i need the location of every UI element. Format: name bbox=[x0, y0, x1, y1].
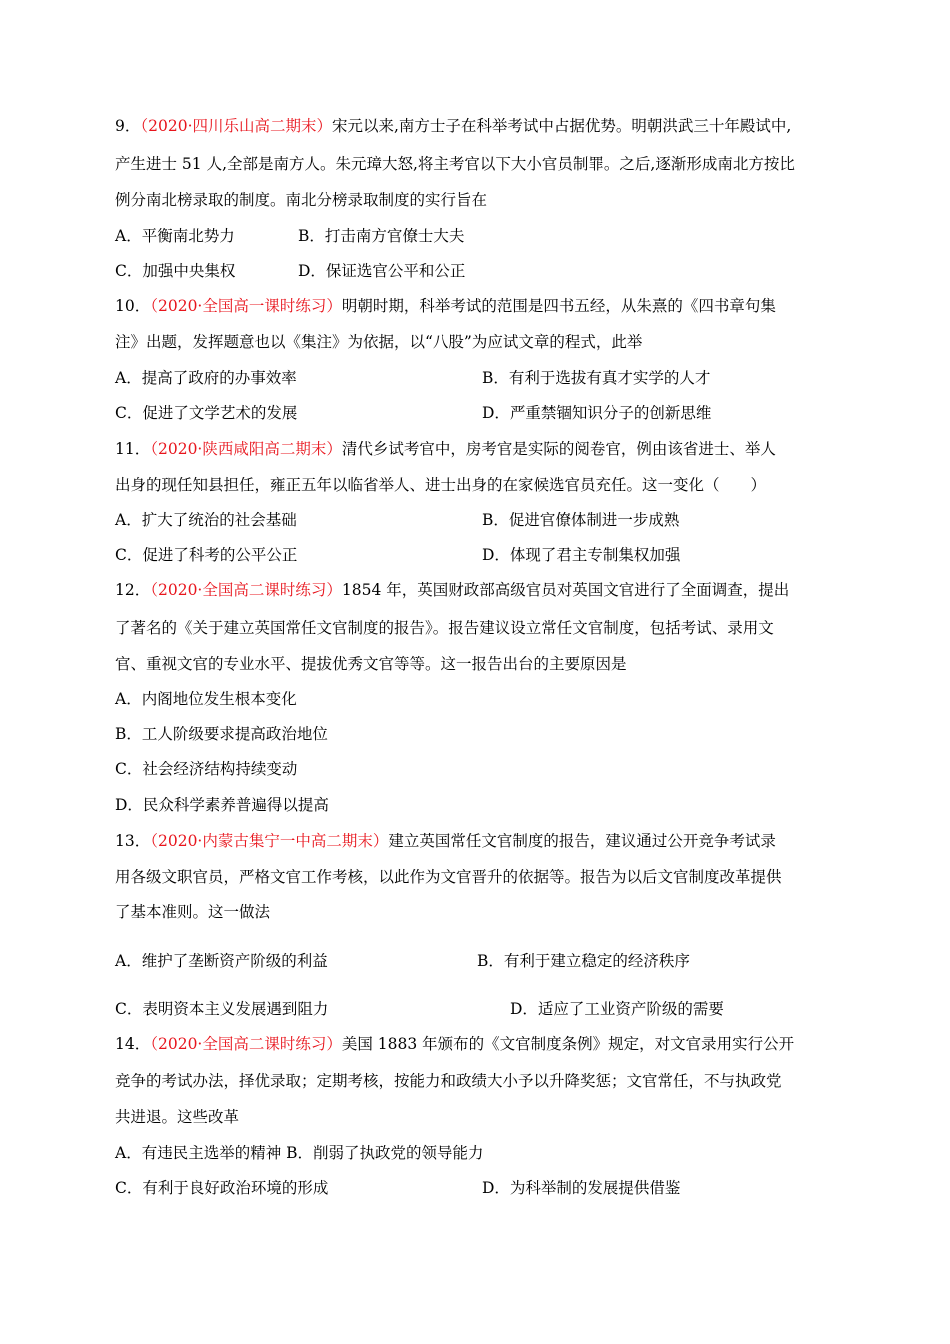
option-a: A．内阁地位发生根本变化 bbox=[115, 690, 297, 708]
question-number: 12． bbox=[115, 581, 151, 599]
question-text: 清代乡试考官中，房考官是实际的阅卷官，例由该省进士、举人 bbox=[341, 440, 776, 458]
question-stem-line bbox=[115, 295, 776, 317]
question-source: （2020·全国高一课时练习） bbox=[150, 297, 342, 315]
option-a: A．平衡南北势力 bbox=[115, 227, 235, 245]
option-c: C．表明资本主义发展遇到阻力 bbox=[115, 1000, 329, 1018]
option-c: C．社会经济结构持续变动 bbox=[115, 760, 298, 778]
option-d: D．为科举制的发展提供借鉴 bbox=[482, 1179, 681, 1197]
question-stem-line: 出身的现任知县担任，雍正五年以临省举人、进士出身的在家候选官员充任。这一变化（ ） bbox=[115, 476, 767, 494]
question-number: 9． bbox=[115, 117, 141, 135]
option-b: B．工人阶级要求提高政治地位 bbox=[115, 725, 328, 743]
question-stem-line: 了基本准则。这一做法 bbox=[115, 903, 271, 921]
question-stem-line: 官、重视文官的专业水平、提拔优秀文官等等。这一报告出台的主要原因是 bbox=[115, 655, 627, 673]
option-d: D．适应了工业资产阶级的需要 bbox=[510, 1000, 724, 1018]
question-stem-line: 产生进士 51 人,全部是南方人。朱元璋大怒,将主考官以下大小官员制罪。之后,逐渐形成南北方按比 bbox=[115, 155, 795, 173]
question-text: 美国 1883 年颁布的《文官制度条例》规定，对文官录用实行公开 bbox=[341, 1035, 795, 1053]
question-source: （2020·全国高二课时练习） bbox=[150, 1035, 342, 1053]
question-stem-line bbox=[115, 1033, 794, 1055]
option-c: C．促进了科考的公平公正 bbox=[115, 546, 298, 564]
option-c: C．有利于良好政治环境的形成 bbox=[115, 1179, 329, 1197]
question-stem-line: 共进退。这些改革 bbox=[115, 1108, 240, 1126]
question-number: 14． bbox=[115, 1035, 151, 1053]
question-stem-line: 竞争的考试办法，择优录取；定期考核，按能力和政绩大小予以升降奖惩；文官常任，不与执政党 bbox=[115, 1072, 782, 1090]
question-stem-line: 注》出题，发挥题意也以《集注》为依据，以“八股”为应试文章的程式，此举 bbox=[115, 333, 643, 351]
question-number: 13． bbox=[115, 832, 151, 850]
option-b: B．有利于建立稳定的经济秩序 bbox=[477, 952, 690, 970]
question-source: （2020·内蒙古集宁一中高二期末） bbox=[150, 832, 389, 850]
question-source: （2020·全国高二课时练习） bbox=[150, 581, 342, 599]
question-number: 11． bbox=[115, 440, 151, 458]
question-source: （2020·陕西咸阳高二期末） bbox=[150, 440, 342, 458]
option-c: C．促进了文学艺术的发展 bbox=[115, 404, 298, 422]
question-stem-line: 了著名的《关于建立英国常任文官制度的报告》。报告建议设立常任文官制度，包括考试、录用文 bbox=[115, 619, 774, 637]
option-a: A．提高了政府的办事效率 bbox=[115, 369, 297, 387]
question-stem-line bbox=[115, 115, 791, 137]
option-b: B．促进官僚体制进一步成熟 bbox=[482, 511, 680, 529]
question-stem-line: 用各级文职官员，严格文官工作考核，以此作为文官晋升的依据等。报告为以后文官制度改革提供 bbox=[115, 868, 782, 886]
question-text: 明朝时期，科举考试的范围是四书五经，从朱熹的《四书章句集 bbox=[341, 297, 776, 315]
question-stem-line bbox=[115, 830, 776, 852]
option-d: D．保证选官公平和公正 bbox=[298, 262, 466, 280]
question-stem-line: 例分南北榜录取的制度。南北分榜录取制度的实行旨在 bbox=[115, 191, 488, 209]
option-b: B．有利于选拔有真才实学的人才 bbox=[482, 369, 711, 387]
option-d: D．严重禁锢知识分子的创新思维 bbox=[482, 404, 712, 422]
question-source: （2020·四川乐山高二期末） bbox=[140, 117, 332, 135]
question-text: 宋元以来,南方士子在科举考试中占据优势。明朝洪武三十年殿试中, bbox=[332, 117, 792, 135]
question-stem-line bbox=[115, 579, 789, 601]
question-text: 1854 年，英国财政部高级官员对英国文官进行了全面调查，提出 bbox=[341, 581, 790, 599]
option-a: A．维护了垄断资产阶级的利益 bbox=[115, 952, 328, 970]
option-b: B．打击南方官僚士大夫 bbox=[298, 227, 465, 245]
option-d: D．民众科学素养普遍得以提高 bbox=[115, 796, 329, 814]
option-a-b: A．有违民主选举的精神 B．削弱了执政党的领导能力 bbox=[115, 1144, 484, 1162]
question-number: 10． bbox=[115, 297, 151, 315]
option-a: A．扩大了统治的社会基础 bbox=[115, 511, 297, 529]
option-c: C．加强中央集权 bbox=[115, 262, 236, 280]
question-text: 建立英国常任文官制度的报告，建议通过公开竞争考试录 bbox=[388, 832, 776, 850]
question-stem-line bbox=[115, 438, 776, 460]
option-d: D．体现了君主专制集权加强 bbox=[482, 546, 681, 564]
